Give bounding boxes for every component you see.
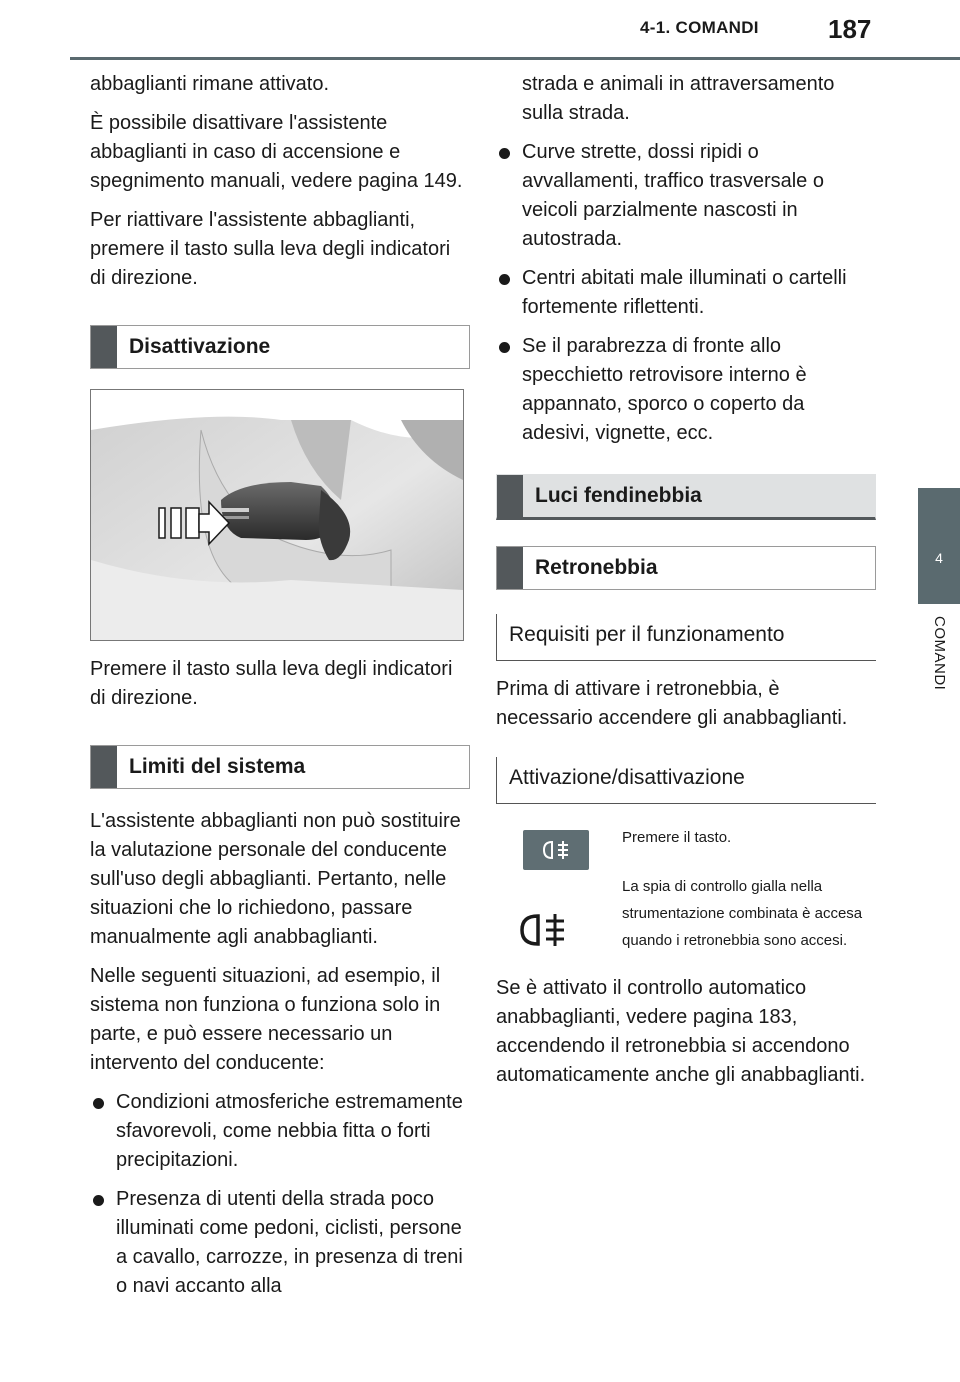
paragraph: È possibile disattivare l'assistente abbaglianti in caso di accensione e spegnimento manuali, vedere pagina 149. <box>90 112 463 192</box>
right-column <box>496 70 876 1100</box>
section-heading-retronebbia: Retronebbia <box>496 546 876 590</box>
paragraph: Nelle seguenti situazioni, ad esempio, il sistema non funziona o funziona solo in parte, e può essere necessario un intervento del conducente: <box>90 965 441 1074</box>
section-heading-limiti: Limiti del sistema <box>90 745 470 789</box>
paragraph: abbaglianti rimane attivato. <box>90 73 330 95</box>
icon-description: La spia di controllo gialla nella strumentazione combinata è accesa quando i retronebbia sono accesi. <box>622 878 863 949</box>
icon-table <box>496 822 876 954</box>
icon-description: Premere il tasto. <box>622 829 732 846</box>
left-column <box>90 70 470 1311</box>
paragraph: Se è attivato il controllo automatico anabbaglianti, vedere pagina 183, accendendo il retronebbia si accendono automaticamente anche gli anabbaglianti. <box>496 977 866 1086</box>
running-header: 4-1. COMANDI <box>640 18 759 37</box>
bullet-list <box>90 1088 470 1301</box>
chapter-label: COMANDI <box>931 616 948 691</box>
rear-fog-button-icon <box>523 830 589 870</box>
list-continuation: strada e animali in attraversamento sulla strada. <box>522 73 835 124</box>
chapter-number: 4 <box>935 550 943 566</box>
section-heading-disattivazione: Disattivazione <box>90 325 470 369</box>
chapter-tab <box>918 488 960 604</box>
subheading-requisiti: Requisiti per il funzionamento <box>496 614 876 661</box>
paragraph: Prima di attivare i retronebbia, è necessario accendere gli anabbaglianti. <box>496 678 848 729</box>
stalk-illustration <box>90 389 464 641</box>
list-item: Curve strette, dossi ripidi o avvallamenti, traffico trasversale o veicoli parzialmente nascosti in autostrada. <box>496 138 876 254</box>
bullet-list <box>496 138 876 448</box>
section-heading-luci-fendinebbia: Luci fendinebbia <box>496 474 876 520</box>
paragraph: L'assistente abbaglianti non può sostituire la valutazione personale del conducente sull'uso degli abbaglianti. Pertanto, nelle situazioni che lo richiedono, passare manualmente agli anabbaglianti. <box>90 810 461 948</box>
list-item: Centri abitati male illuminati o cartelli fortemente riflettenti. <box>496 264 876 322</box>
header-rule <box>70 57 960 60</box>
page-number: 187 <box>828 14 872 44</box>
rear-fog-indicator-icon <box>496 905 592 954</box>
paragraph: Per riattivare l'assistente abbaglianti, premere il tasto sulla leva degli indicatori di direzione. <box>90 209 451 289</box>
figure-caption: Premere il tasto sulla leva degli indicatori di direzione. <box>90 658 453 709</box>
turn-signal-stalk-illustration <box>91 390 463 640</box>
list-item: Condizioni atmosferiche estremamente sfavorevoli, come nebbia fitta o forti precipitazioni. <box>90 1088 470 1175</box>
list-item: Presenza di utenti della strada poco illuminati come pedoni, ciclisti, persone a cavallo, carrozze, in presenza di treni o navi accanto alla <box>90 1185 470 1301</box>
subheading-attivazione: Attivazione/disattivazione <box>496 757 876 804</box>
list-item: Se il parabrezza di fronte allo specchietto retrovisore interno è appannato, sporco o coperto da adesivi, vignette, ecc. <box>496 332 876 448</box>
